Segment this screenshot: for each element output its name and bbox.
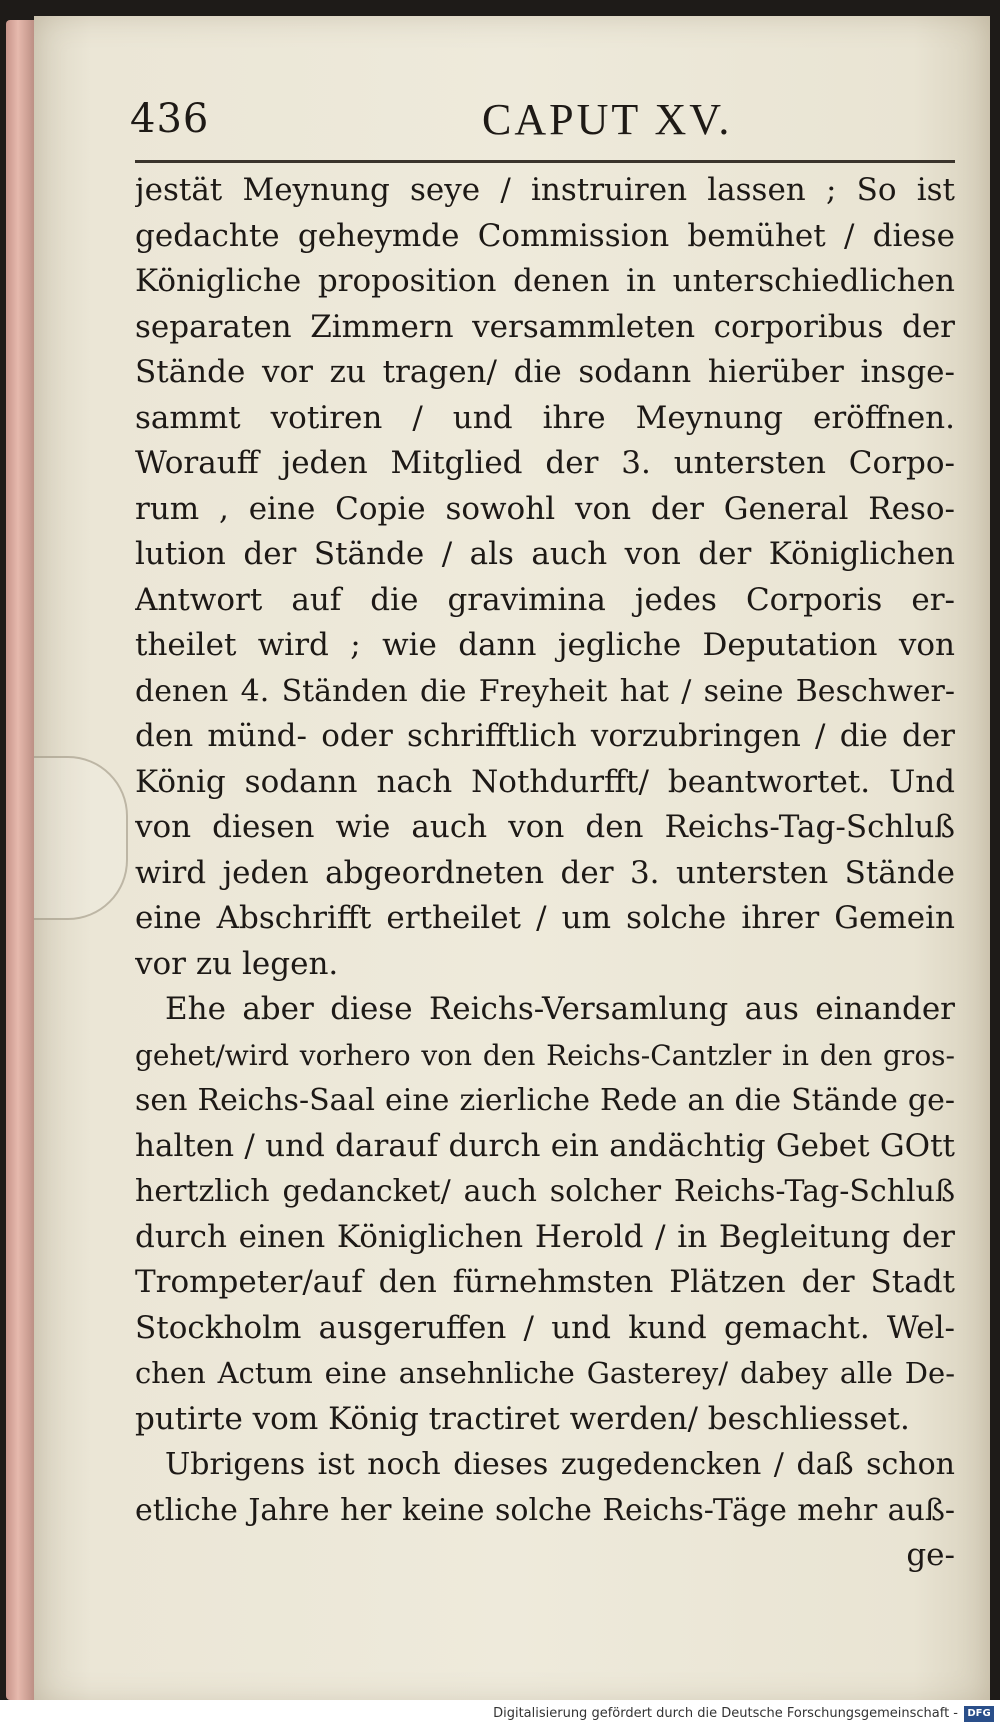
text-line: durch einen Königlichen Herold / in Begleitung der [135,1218,955,1255]
digitization-footer [0,1700,1000,1729]
catchword: ge- [906,1537,955,1573]
running-head [92,86,962,156]
text-line: den münd- oder schrifftlich vorzubringen / die der [135,718,955,754]
text-line: wird jeden abgeordneten der 3. untersten Stände [135,854,955,891]
text-line: chen Actum eine ansehnliche Gasterey/ dabey alle De- [135,1356,955,1390]
text-line: gehet/wird vorhero von den Reichs-Cantzler in den gros- [135,1038,955,1072]
text-line: König sodann nach Nothdurfft/ beantwortet. Und [135,763,955,800]
text-line: von diesen wie auch von den Reichs-Tag-Schluß [135,809,955,845]
text-line: gedachte geheymde Commission bemühet / diese [135,217,955,254]
page-edges [6,20,36,1700]
text-line: Stände vor zu tragen/ die sodann hierüber insge- [135,354,955,390]
text-line: Ehe aber diese Reichs-Versamlung aus einander [165,991,955,1027]
text-line: jestät Meynung seye / instruiren lassen ; So ist [135,172,955,208]
footer-credit: Digitalisierung gefördert durch die Deutsche Forschungsgemeinschaft - [493,1706,958,1721]
text-line: eine Abschrifft ertheilet / um solche ihrer Gemein [135,900,955,936]
text-line: sen Reichs-Saal eine zierliche Rede an die Stände ge- [135,1083,955,1118]
text-line: Trompeter/auf den fürnehmsten Plätzen der Stadt [135,1264,955,1300]
chapter-title: CAPUT XV. [482,95,733,144]
text-line: lution der Stände / als auch von der Königlichen [135,536,955,572]
text-line: separaten Zimmern versammleten corporibus der [135,308,955,345]
dfg-logo-icon: DFG [964,1706,994,1722]
text-line: theilet wird ; wie dann jegliche Deputation von [135,627,955,663]
text-line: Stockholm ausgeruffen / und kund gemacht. Wel- [135,1309,955,1346]
text-line: denen 4. Ständen die Freyheit hat / seine Beschwer- [135,673,955,709]
text-line: sammt votiren / und ihre Meynung eröffnen. [135,399,955,436]
text-block [135,168,955,1579]
text-line: Königliche proposition denen in unterschiedlichen [135,263,955,299]
text-line: etliche Jahre her keine solche Reichs-Täge mehr auß- [135,1492,955,1528]
header-rule [135,160,955,163]
text-line: putirte vom König tractiret werden/ beschliesset. [135,1400,910,1437]
text-line: Antwort auf die gravimina jedes Corporis er- [135,581,955,618]
page-curl-tab [34,756,128,920]
text-line: halten / und darauf durch ein andächtig Gebet GOtt [135,1127,955,1164]
page-number: 436 [130,96,210,142]
text-line: Ubrigens ist noch dieses zugedencken / daß schon [165,1447,955,1482]
text-line: vor zu legen. [135,945,339,982]
text-line: rum , eine Copie sowohl von der General Reso- [135,490,955,527]
text-line: hertzlich gedancket/ auch solcher Reichs-Tag-Schluß [135,1174,955,1209]
text-line: Worauff jeden Mitglied der 3. untersten Corpo- [135,445,955,481]
